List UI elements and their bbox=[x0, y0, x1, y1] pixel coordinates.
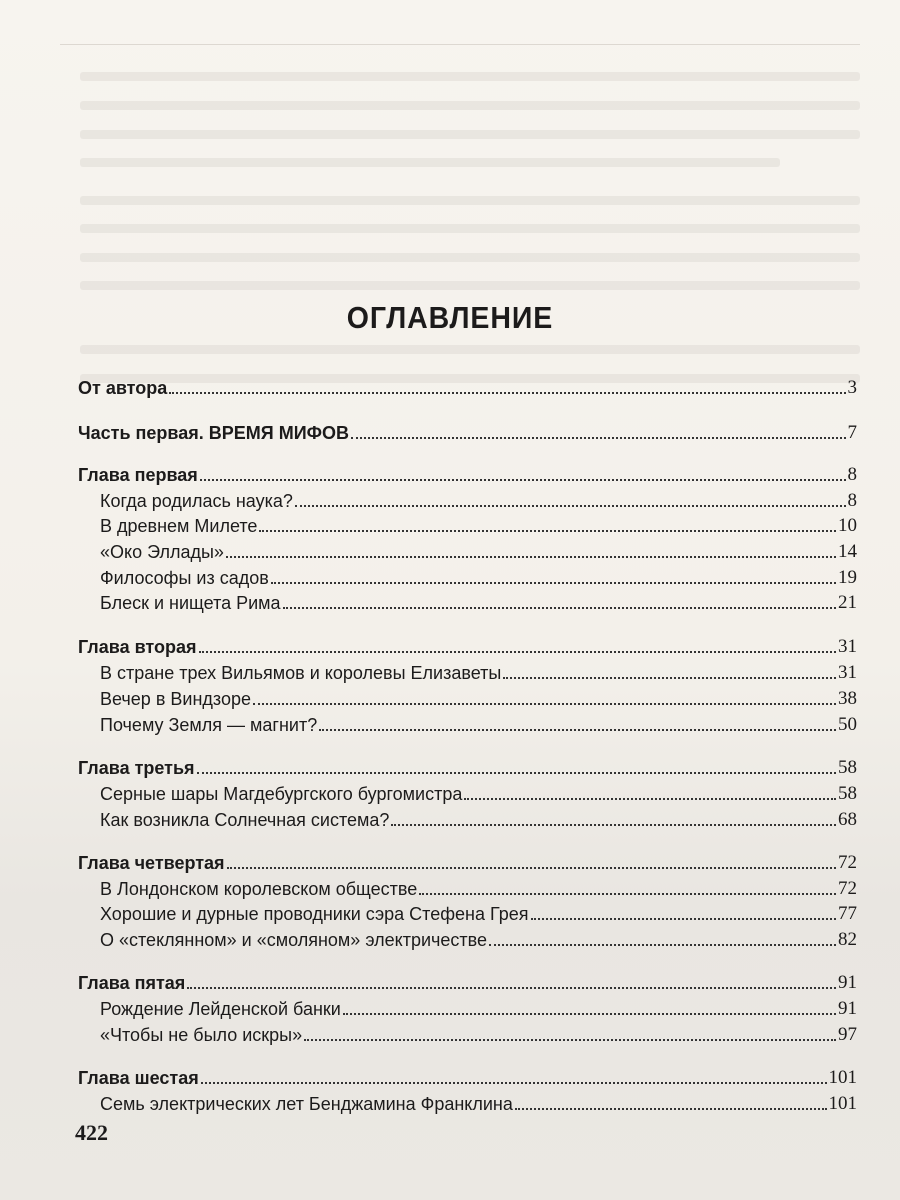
entry-page: 97 bbox=[838, 1024, 857, 1045]
entry-page: 58 bbox=[838, 783, 857, 804]
dot-leader bbox=[226, 556, 836, 558]
entry-title: «Чтобы не было искры» bbox=[100, 1025, 303, 1045]
entry-title: Глава вторая bbox=[78, 637, 197, 657]
dot-leader bbox=[515, 1108, 827, 1110]
entry-page: 19 bbox=[838, 567, 857, 588]
dot-leader bbox=[464, 798, 836, 800]
entry-title: Серные шары Магдебургского бургомистра bbox=[100, 784, 463, 804]
toc-chapter-entry bbox=[78, 1065, 857, 1089]
dot-leader bbox=[187, 987, 836, 989]
entry-page: 82 bbox=[838, 929, 857, 950]
dot-leader bbox=[259, 530, 836, 532]
dot-leader bbox=[319, 729, 836, 731]
dot-leader bbox=[253, 703, 836, 705]
toc-section-entry bbox=[100, 712, 857, 736]
dot-leader bbox=[199, 651, 836, 653]
page-title: ОГЛАВЛЕНИЕ bbox=[346, 300, 554, 335]
toc-chapter-entry bbox=[78, 755, 857, 779]
entry-page: 31 bbox=[838, 636, 857, 657]
entry-page: 72 bbox=[838, 852, 857, 873]
dot-leader bbox=[295, 505, 846, 507]
entry-title: Глава третья bbox=[78, 758, 195, 778]
entry-title: В стране трех Вильямов и королевы Елизаветы bbox=[100, 663, 502, 683]
entry-page: 101 bbox=[828, 1067, 857, 1088]
dot-leader bbox=[227, 867, 836, 869]
toc-chapter-entry bbox=[78, 634, 857, 658]
entry-title: Глава шестая bbox=[78, 1068, 199, 1088]
entry-title: Когда родилась наука? bbox=[100, 491, 293, 511]
entry-page: 8 bbox=[847, 464, 857, 485]
entry-title: «Око Эллады» bbox=[100, 542, 224, 562]
entry-page: 38 bbox=[838, 688, 857, 709]
entry-page: 7 bbox=[847, 422, 857, 443]
entry-title: В Лондонском королевском обществе bbox=[100, 879, 418, 899]
toc-section-entry bbox=[100, 590, 857, 614]
entry-title: Глава пятая bbox=[78, 973, 186, 993]
entry-page: 10 bbox=[838, 515, 857, 536]
toc-chapter-entry bbox=[78, 420, 857, 444]
toc-chapter-entry bbox=[78, 850, 857, 874]
page-number: 422 bbox=[75, 1120, 108, 1145]
toc-section-entry bbox=[100, 807, 857, 831]
entry-title: Глава четвертая bbox=[78, 853, 225, 873]
entry-page: 58 bbox=[838, 757, 857, 778]
entry-page: 3 bbox=[847, 377, 857, 398]
dot-leader bbox=[419, 893, 836, 895]
toc-chapter-entry bbox=[78, 375, 857, 399]
entry-page: 68 bbox=[838, 809, 857, 830]
dot-leader bbox=[531, 918, 836, 920]
entry-page: 50 bbox=[838, 714, 857, 735]
entry-title: Семь электрических лет Бенджамина Франклина bbox=[100, 1094, 513, 1114]
toc-chapter-entry bbox=[78, 970, 857, 994]
dot-leader bbox=[197, 772, 836, 774]
dot-leader bbox=[201, 1082, 827, 1084]
toc-section-entry bbox=[100, 1022, 857, 1046]
toc-chapter-entry bbox=[78, 462, 857, 486]
toc-section-entry bbox=[100, 513, 857, 537]
dot-leader bbox=[351, 437, 845, 439]
entry-title: В древнем Милете bbox=[100, 516, 258, 536]
entry-title: Блеск и нищета Рима bbox=[100, 593, 281, 613]
toc-section-entry bbox=[100, 565, 857, 589]
toc-section-entry bbox=[100, 996, 857, 1020]
entry-page: 91 bbox=[838, 972, 857, 993]
entry-title: Часть первая. ВРЕМЯ МИФОВ bbox=[78, 423, 350, 443]
toc-section-entry bbox=[100, 686, 857, 710]
toc-section-entry bbox=[100, 660, 857, 684]
entry-page: 31 bbox=[838, 662, 857, 683]
toc-section-entry bbox=[100, 539, 857, 563]
toc-section-entry bbox=[100, 876, 857, 900]
dot-leader bbox=[200, 479, 846, 481]
dot-leader bbox=[391, 824, 836, 826]
entry-page: 72 bbox=[838, 878, 857, 899]
entry-title: Как возникла Солнечная система? bbox=[100, 810, 390, 830]
entry-title: Философы из садов bbox=[100, 568, 269, 588]
toc-section-entry bbox=[100, 781, 857, 805]
entry-page: 21 bbox=[838, 592, 857, 613]
entry-title: Вечер в Виндзоре bbox=[100, 689, 251, 709]
entry-title: Глава первая bbox=[78, 465, 198, 485]
dot-leader bbox=[503, 677, 836, 679]
entry-page: 77 bbox=[838, 903, 857, 924]
entry-title: Хорошие и дурные проводники сэра Стефена Грея bbox=[100, 904, 529, 924]
entry-page: 14 bbox=[838, 541, 857, 562]
entry-page: 101 bbox=[828, 1093, 857, 1114]
dot-leader bbox=[489, 944, 836, 946]
entry-title: О «стеклянном» и «смоляном» электричестве bbox=[100, 930, 488, 950]
dot-leader bbox=[283, 607, 836, 609]
toc-section-entry bbox=[100, 488, 857, 512]
dot-leader bbox=[169, 392, 845, 394]
entry-page: 91 bbox=[838, 998, 857, 1019]
dot-leader bbox=[343, 1013, 836, 1015]
entry-title: Рождение Лейденской банки bbox=[100, 999, 341, 1019]
entry-title: От автора bbox=[78, 378, 168, 398]
dot-leader bbox=[271, 582, 836, 584]
toc-section-entry bbox=[100, 1091, 857, 1115]
entry-page: 8 bbox=[847, 490, 857, 511]
toc-section-entry bbox=[100, 901, 857, 925]
toc-section-entry bbox=[100, 927, 857, 951]
dot-leader bbox=[304, 1039, 836, 1041]
entry-title: Почему Земля — магнит? bbox=[100, 715, 318, 735]
